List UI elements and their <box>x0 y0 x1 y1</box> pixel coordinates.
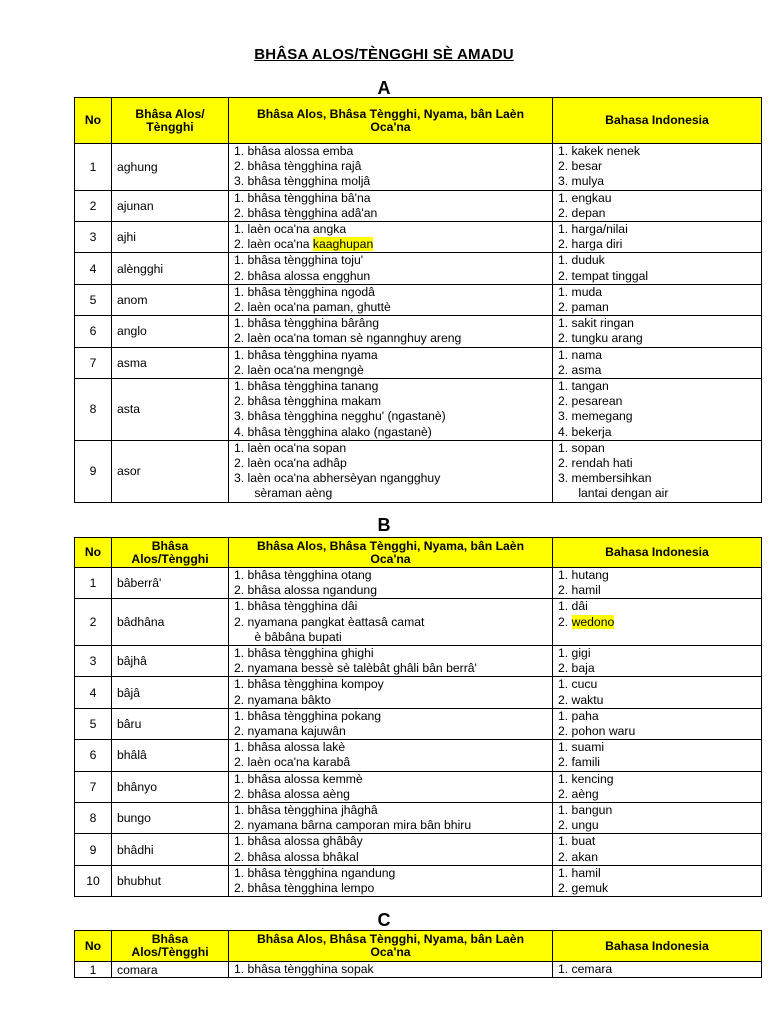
row-word: bâjâ <box>112 677 229 708</box>
indonesian-line: 2. tempat tinggal <box>558 268 649 283</box>
indonesian-line: 1. nama <box>558 347 603 362</box>
header-no: No <box>75 98 112 144</box>
row-number: 1 <box>75 568 112 599</box>
table-row <box>75 316 762 347</box>
header-word <box>112 538 229 568</box>
row-word: bungo <box>112 803 229 834</box>
row-word: bâdhâna <box>112 599 229 646</box>
indonesian-line: 1. paha <box>558 708 599 723</box>
row-number: 3 <box>75 222 112 253</box>
indonesian-line: 2. aèng <box>558 786 599 801</box>
row-word: bhubhut <box>112 865 229 896</box>
meaning-line: 2. bhâsa alossa engghun <box>234 268 371 283</box>
indonesian-line: 1. harga/nilai <box>558 222 628 237</box>
header-word-label: Bhâsa Alos/Tèngghi <box>131 538 209 566</box>
section-letter-a: A <box>377 78 391 98</box>
indonesian-line: 2. ungu <box>558 818 599 833</box>
row-word: bâberrâ' <box>112 568 229 599</box>
row-indonesian <box>553 740 762 771</box>
highlighted-word: wedono <box>571 614 615 629</box>
meaning-line: 1. bhâsa alossa ghâbây <box>234 834 363 849</box>
row-meanings <box>229 222 553 253</box>
row-indonesian <box>553 708 762 739</box>
indonesian-line: 1. muda <box>558 284 603 299</box>
meaning-line: 1. bhâsa tèngghina ngandung <box>234 865 396 880</box>
header-indo: Bahasa Indonesia <box>553 98 762 144</box>
meaning-line: 2. nyamana pangkat èattasâ camat <box>234 614 425 629</box>
indonesian-line: 1. suami <box>558 740 605 755</box>
section-letter-c: C <box>377 910 391 930</box>
meaning-line: 1. bhâsa tèngghina jhâghâ <box>234 803 378 818</box>
row-indonesian <box>553 379 762 441</box>
row-word: bhânyo <box>112 771 229 802</box>
row-meanings <box>229 316 553 347</box>
meaning-line: 1. bhâsa tèngghina ghighi <box>234 646 374 661</box>
meaning-line: 1. bhâsa alossa emba <box>234 144 354 158</box>
table-row <box>75 834 762 865</box>
table-row <box>75 740 762 771</box>
row-meanings <box>229 962 553 978</box>
indonesian-line: 1. tangan <box>558 379 609 394</box>
row-indonesian <box>553 599 762 646</box>
meaning-line: 1. bhâsa tèngghina bârâng <box>234 316 380 331</box>
table-row <box>75 599 762 646</box>
indonesian-line: 2. pohon waru <box>558 724 636 739</box>
row-word: bâjhâ <box>112 646 229 677</box>
meaning-line: 2. nyamana bessè sè talèbât ghâli bân berrâ' <box>234 661 477 676</box>
indonesian-line: 1. kencing <box>558 771 614 786</box>
indonesian-line: 1. gigi <box>558 646 591 661</box>
header-meaning-label: Bhâsa Alos, Bhâsa Tèngghi, Nyama, bân Laèn Oca'na <box>256 538 525 566</box>
row-meanings <box>229 677 553 708</box>
meaning-line: 1. bhâsa alossa lakè <box>234 740 346 755</box>
header-indo: Bahasa Indonesia <box>553 931 762 962</box>
indonesian-line: 2. gemuk <box>558 881 609 896</box>
row-meanings <box>229 253 553 284</box>
meaning-line: 1. bhâsa tèngghina nyama <box>234 347 378 362</box>
table-row <box>75 347 762 378</box>
header-word-label: Bhâsa Alos/Tèngghi <box>135 106 205 134</box>
meaning-line: 2. bhâsa alossa ngandung <box>234 583 377 598</box>
row-word: aghung <box>112 144 229 191</box>
vocab-table-b <box>74 537 762 897</box>
meaning-line: 2. nyamana kajuwân <box>234 724 346 739</box>
indonesian-line: 1. bangun <box>558 803 613 818</box>
row-word: asma <box>112 347 229 378</box>
indonesian-line: 3. membersihkan <box>558 471 652 486</box>
indonesian-line: 2. asma <box>558 362 602 377</box>
indonesian-line: 2. famili <box>558 755 600 770</box>
row-number: 10 <box>75 865 112 896</box>
row-number: 8 <box>75 803 112 834</box>
row-meanings <box>229 440 553 502</box>
row-meanings <box>229 144 553 191</box>
table-row <box>75 144 762 191</box>
row-number: 9 <box>75 440 112 502</box>
vocab-table-c <box>74 930 762 978</box>
indonesian-line: 4. bekerja <box>558 424 612 439</box>
indonesian-line: 2. rendah hati <box>558 456 633 471</box>
table-row <box>75 708 762 739</box>
meaning-line: 2. laèn oca'na kaaghupan <box>234 237 374 252</box>
meaning-line: sèraman aèng <box>234 486 333 501</box>
row-number: 4 <box>75 253 112 284</box>
row-indonesian <box>553 568 762 599</box>
meaning-line: 1. bhâsa tèngghina bâ'na <box>234 190 371 205</box>
row-word: anglo <box>112 316 229 347</box>
row-number: 7 <box>75 347 112 378</box>
table-row <box>75 284 762 315</box>
row-meanings <box>229 599 553 646</box>
row-indonesian <box>553 222 762 253</box>
table-row <box>75 962 762 978</box>
meaning-line: 2. bhâsa tèngghina lempo <box>234 881 375 896</box>
meaning-line: 1. bhâsa tèngghina pokang <box>234 708 382 723</box>
meaning-line: 1. bhâsa tèngghina otang <box>234 568 372 582</box>
row-meanings <box>229 284 553 315</box>
indonesian-line: 2. wedono <box>558 614 615 629</box>
row-indonesian <box>553 834 762 865</box>
meaning-line: 2. laèn oca'na paman, ghuttè <box>234 300 391 315</box>
meaning-line: 1. bhâsa tèngghina kompoy <box>234 677 384 692</box>
vocab-table-a <box>74 97 762 503</box>
meaning-line: 2. bhâsa alossa bhâkal <box>234 849 359 864</box>
table-row <box>75 568 762 599</box>
header-meaning-label: Bhâsa Alos, Bhâsa Tèngghi, Nyama, bân Laèn Oca'na <box>256 106 525 134</box>
meaning-line: 2. bhâsa tèngghina adâ'an <box>234 205 378 220</box>
header-word <box>112 98 229 144</box>
row-number: 6 <box>75 740 112 771</box>
meaning-line: 1. bhâsa tèngghina dâi <box>234 599 358 614</box>
indonesian-line: 2. hamil <box>558 583 601 598</box>
indonesian-line: 2. baja <box>558 661 595 676</box>
indonesian-line: lantai dengan air <box>558 486 669 501</box>
row-meanings <box>229 379 553 441</box>
indonesian-line: 3. mulya <box>558 174 605 189</box>
meaning-line: 3. bhâsa tèngghina negghu' (ngastanè) <box>234 409 446 424</box>
header-word-label: Bhâsa Alos/Tèngghi <box>131 932 209 959</box>
meaning-line: 1. bhâsa tèngghina ngodâ <box>234 284 375 299</box>
table-row <box>75 803 762 834</box>
row-number: 1 <box>75 144 112 191</box>
indonesian-line: 2. depan <box>558 205 606 220</box>
row-number: 7 <box>75 771 112 802</box>
row-indonesian <box>553 253 762 284</box>
meaning-line: 2. nyamana bârna camporan mira bân bhiru <box>234 818 472 833</box>
meaning-line: 2. laèn oca'na adhâp <box>234 456 347 471</box>
row-word: comara <box>112 962 229 978</box>
indonesian-line: 1. buat <box>558 834 596 849</box>
meaning-line: 3. bhâsa tèngghina moljâ <box>234 174 371 189</box>
table-row <box>75 379 762 441</box>
header-meaning <box>229 538 553 568</box>
indonesian-line: 1. sakit ringan <box>558 316 634 331</box>
row-number: 2 <box>75 190 112 221</box>
row-number: 1 <box>75 962 112 978</box>
row-word: ajunan <box>112 190 229 221</box>
row-meanings <box>229 347 553 378</box>
row-number: 5 <box>75 284 112 315</box>
table-row <box>75 190 762 221</box>
row-indonesian <box>553 440 762 502</box>
row-meanings <box>229 740 553 771</box>
meaning-line: 3. laèn oca'na abhersèyan ngangghuy <box>234 471 441 486</box>
row-indonesian <box>553 865 762 896</box>
meaning-line: 2. laèn oca'na mengngè <box>234 362 364 377</box>
meaning-line: 4. bhâsa tèngghina alako (ngastanè) <box>234 424 432 439</box>
indonesian-line: 1. duduk <box>558 253 605 268</box>
indonesian-line: 1. hutang <box>558 568 609 582</box>
row-number: 3 <box>75 646 112 677</box>
row-word: bhâdhi <box>112 834 229 865</box>
meaning-line: 2. bhâsa tèngghina makam <box>234 394 382 409</box>
header-word <box>112 931 229 962</box>
meaning-line: 2. laèn oca'na karabâ <box>234 755 351 770</box>
indonesian-line: 1. cemara <box>558 962 613 976</box>
table-row <box>75 440 762 502</box>
indonesian-line: 2. akan <box>558 849 598 864</box>
meaning-line: 1. bhâsa alossa kemmè <box>234 771 363 786</box>
row-word: bâru <box>112 708 229 739</box>
meaning-line: 1. bhâsa tèngghina toju' <box>234 253 364 268</box>
row-number: 5 <box>75 708 112 739</box>
table-row <box>75 771 762 802</box>
indonesian-line: 1. dâi <box>558 599 588 614</box>
indonesian-line: 2. besar <box>558 159 603 174</box>
meaning-line: 2. nyamana bâkto <box>234 692 331 707</box>
row-indonesian <box>553 803 762 834</box>
indonesian-line: 2. waktu <box>558 692 604 707</box>
table-row <box>75 646 762 677</box>
indonesian-line: 2. paman <box>558 300 609 315</box>
table-row <box>75 253 762 284</box>
row-indonesian <box>553 677 762 708</box>
indonesian-line: 1. cucu <box>558 677 598 692</box>
meaning-line: 1. laèn oca'na sopan <box>234 440 347 455</box>
row-indonesian <box>553 190 762 221</box>
row-indonesian <box>553 347 762 378</box>
meaning-line: 1. laèn oca'na angka <box>234 222 347 237</box>
meaning-line: 1. bhâsa tèngghina tanang <box>234 379 379 394</box>
meaning-line: è bâbâna bupati <box>234 629 342 644</box>
row-word: asor <box>112 440 229 502</box>
meaning-line: 2. laèn oca'na toman sè ngannghuy areng <box>234 331 462 346</box>
row-meanings <box>229 803 553 834</box>
header-indo: Bahasa Indonesia <box>553 538 762 568</box>
row-indonesian <box>553 144 762 191</box>
indonesian-line: 2. tungku arang <box>558 331 643 346</box>
row-meanings <box>229 708 553 739</box>
row-number: 6 <box>75 316 112 347</box>
page-title: BHÂSA ALOS/TÈNGGHI SÈ AMADU <box>254 46 514 63</box>
row-indonesian <box>553 962 762 978</box>
header-meaning <box>229 931 553 962</box>
header-no: No <box>75 931 112 962</box>
row-number: 2 <box>75 599 112 646</box>
indonesian-line: 1. engkau <box>558 190 612 205</box>
row-number: 4 <box>75 677 112 708</box>
indonesian-line: 1. hamil <box>558 865 601 880</box>
indonesian-line: 1. sopan <box>558 440 605 455</box>
meaning-line: 2. bhâsa tèngghina rajâ <box>234 159 362 174</box>
indonesian-line: 2. pesarean <box>558 394 623 409</box>
meaning-line: 2. bhâsa alossa aèng <box>234 786 350 801</box>
row-meanings <box>229 834 553 865</box>
meaning-line: 1. bhâsa tèngghina sopak <box>234 962 374 976</box>
row-word: asta <box>112 379 229 441</box>
indonesian-line: 3. memegang <box>558 409 633 424</box>
row-indonesian <box>553 771 762 802</box>
row-word: anom <box>112 284 229 315</box>
row-meanings <box>229 568 553 599</box>
row-word: ajhi <box>112 222 229 253</box>
header-no: No <box>75 538 112 568</box>
section-letter-b: B <box>377 515 391 535</box>
row-number: 9 <box>75 834 112 865</box>
row-number: 8 <box>75 379 112 441</box>
table-row <box>75 222 762 253</box>
row-meanings <box>229 771 553 802</box>
row-indonesian <box>553 284 762 315</box>
table-row <box>75 865 762 896</box>
row-word: bhâlâ <box>112 740 229 771</box>
indonesian-line: 1. kakek nenek <box>558 144 640 158</box>
row-meanings <box>229 646 553 677</box>
table-row <box>75 677 762 708</box>
row-meanings <box>229 865 553 896</box>
row-indonesian <box>553 316 762 347</box>
row-word: alèngghi <box>112 253 229 284</box>
header-meaning <box>229 98 553 144</box>
row-meanings <box>229 190 553 221</box>
row-indonesian <box>553 646 762 677</box>
indonesian-line: 2. harga diri <box>558 237 623 252</box>
header-meaning-label: Bhâsa Alos, Bhâsa Tèngghi, Nyama, bân Laèn Oca'na <box>256 932 525 959</box>
indonesian-line <box>558 630 761 645</box>
highlighted-word: kaaghupan <box>312 237 374 252</box>
